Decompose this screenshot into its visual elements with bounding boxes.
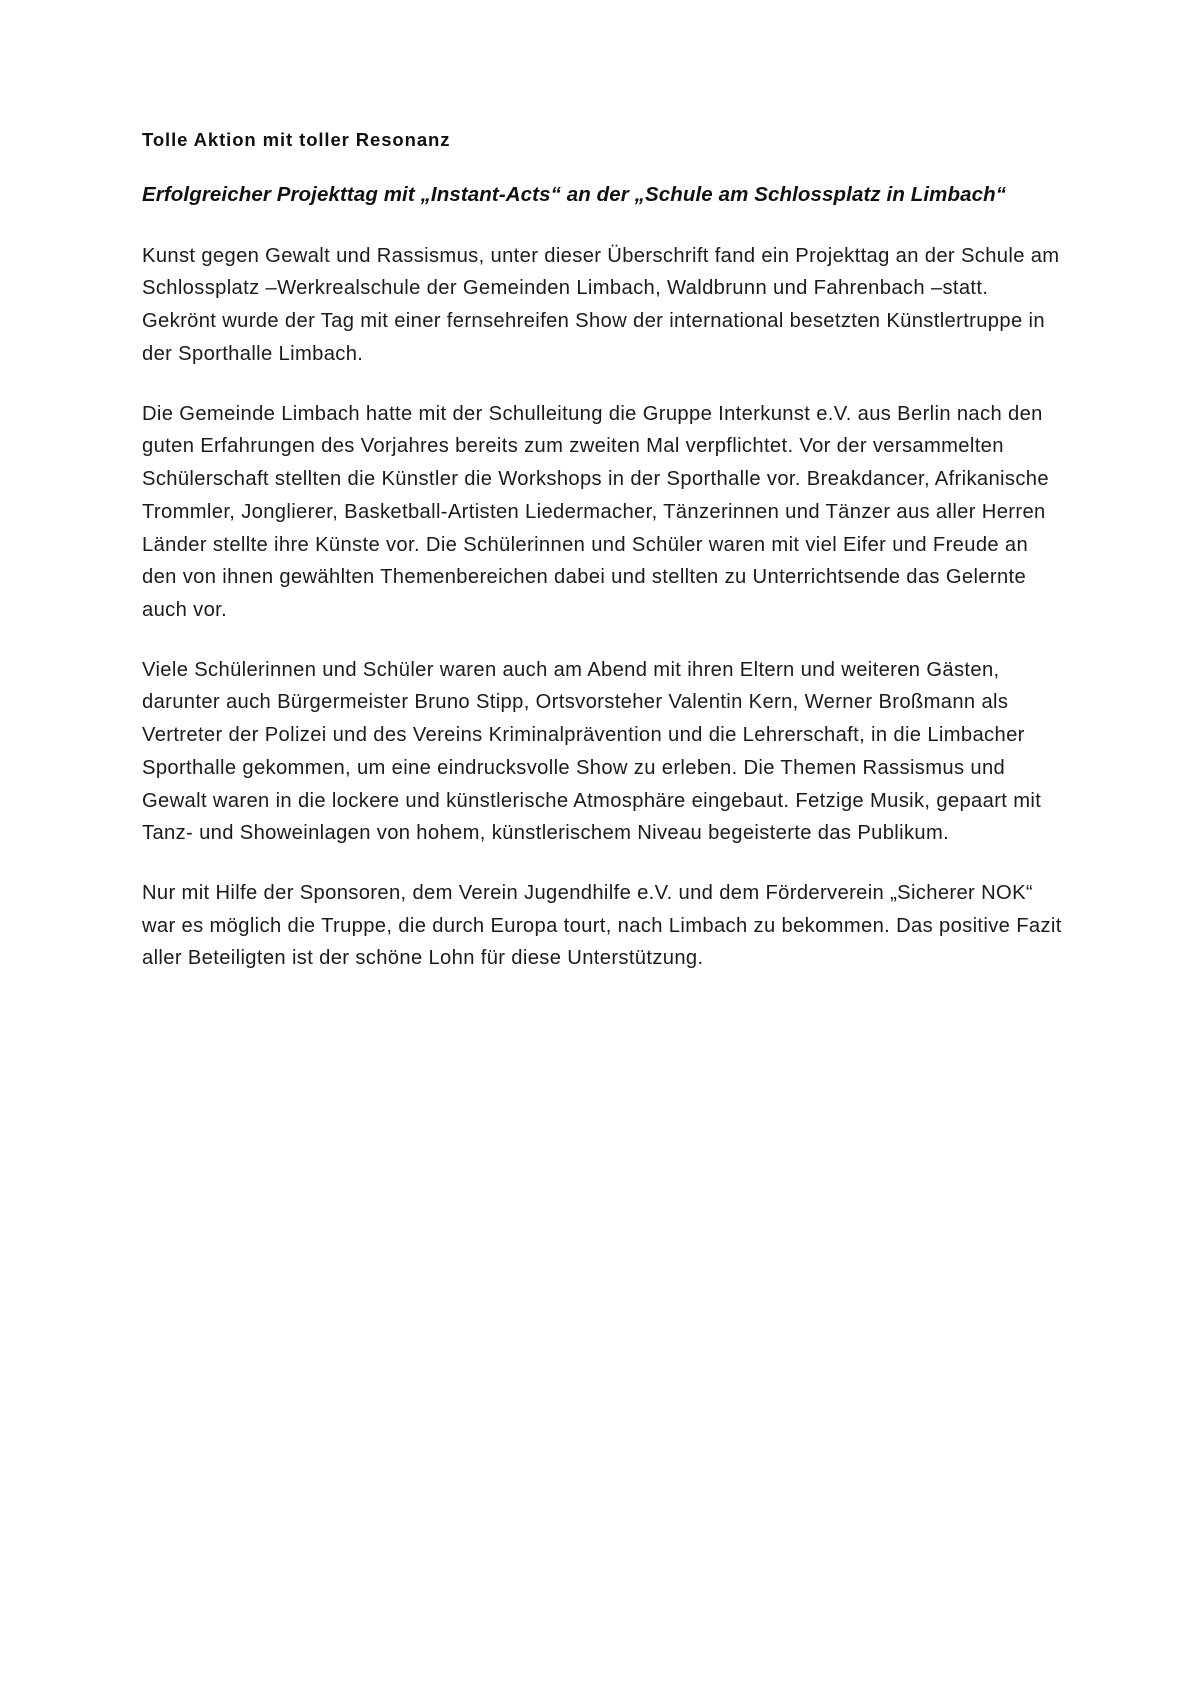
page-title: Tolle Aktion mit toller Resonanz: [142, 129, 451, 150]
body-paragraph: Nur mit Hilfe der Sponsoren, dem Verein Jugendhilfe e.V. und dem Förderverein „Sicherer NOK“ war es möglich die Truppe, die durch Europa tourt, nach Limbach zu bekommen. Das positive Fazit aller Beteiligten ist der schöne Lohn für diese Unterstützung.: [142, 881, 1062, 970]
body-paragraph: Kunst gegen Gewalt und Rassismus, unter dieser Überschrift fand ein Projekttag an der Schule am Schlossplatz –Werkrealschule der Gemeinden Limbach, Waldbrunn und Fahrenbach –statt. Gekrönt wurde der Tag mit einer fernsehreifen Show der international besetzten Künstlertruppe in der Sporthalle Limbach.: [142, 244, 1060, 365]
body-paragraph: Die Gemeinde Limbach hatte mit der Schulleitung die Gruppe Interkunst e.V. aus Berlin nach den guten Erfahrungen des Vorjahres bereits zum zweiten Mal verpflichtet. Vor der versammelten Schülerschaft stellten die Künstler die Workshops in der Sporthalle vor. Breakdancer, Afrikanische Trommler, Jonglierer, Basketball-Artisten Liedermacher, Tänzerinnen und Tänzer aus aller Herren Länder stellte ihre Künste vor. Die Schülerinnen und Schüler waren mit viel Eifer und Freude an den von ihnen gewählten Themenbereichen dabei und stellten zu Unterrichtsende das Gelernte auch vor.: [142, 402, 1049, 621]
page-subtitle: Erfolgreicher Projekttag mit „Instant-Acts“ an der „Schule am Schlossplatz in Limbach“: [142, 183, 1007, 207]
document-body: [142, 128, 1062, 975]
body-paragraph: Viele Schülerinnen und Schüler waren auch am Abend mit ihren Eltern und weiteren Gästen, darunter auch Bürgermeister Bruno Stipp, Ortsvorsteher Valentin Kern, Werner Broßmann als Vertreter der Polizei und des Vereins Kriminalprävention und die Lehrerschaft, in die Limbacher Sporthalle gekommen, um eine eindrucksvolle Show zu erleben. Die Themen Rassismus und Gewalt waren in die lockere und künstlerische Atmosphäre eingebaut. Fetzige Musik, gepaart mit Tanz- und Showeinlagen von hohem, künstlerischem Niveau begeisterte das Publikum.: [142, 658, 1042, 845]
